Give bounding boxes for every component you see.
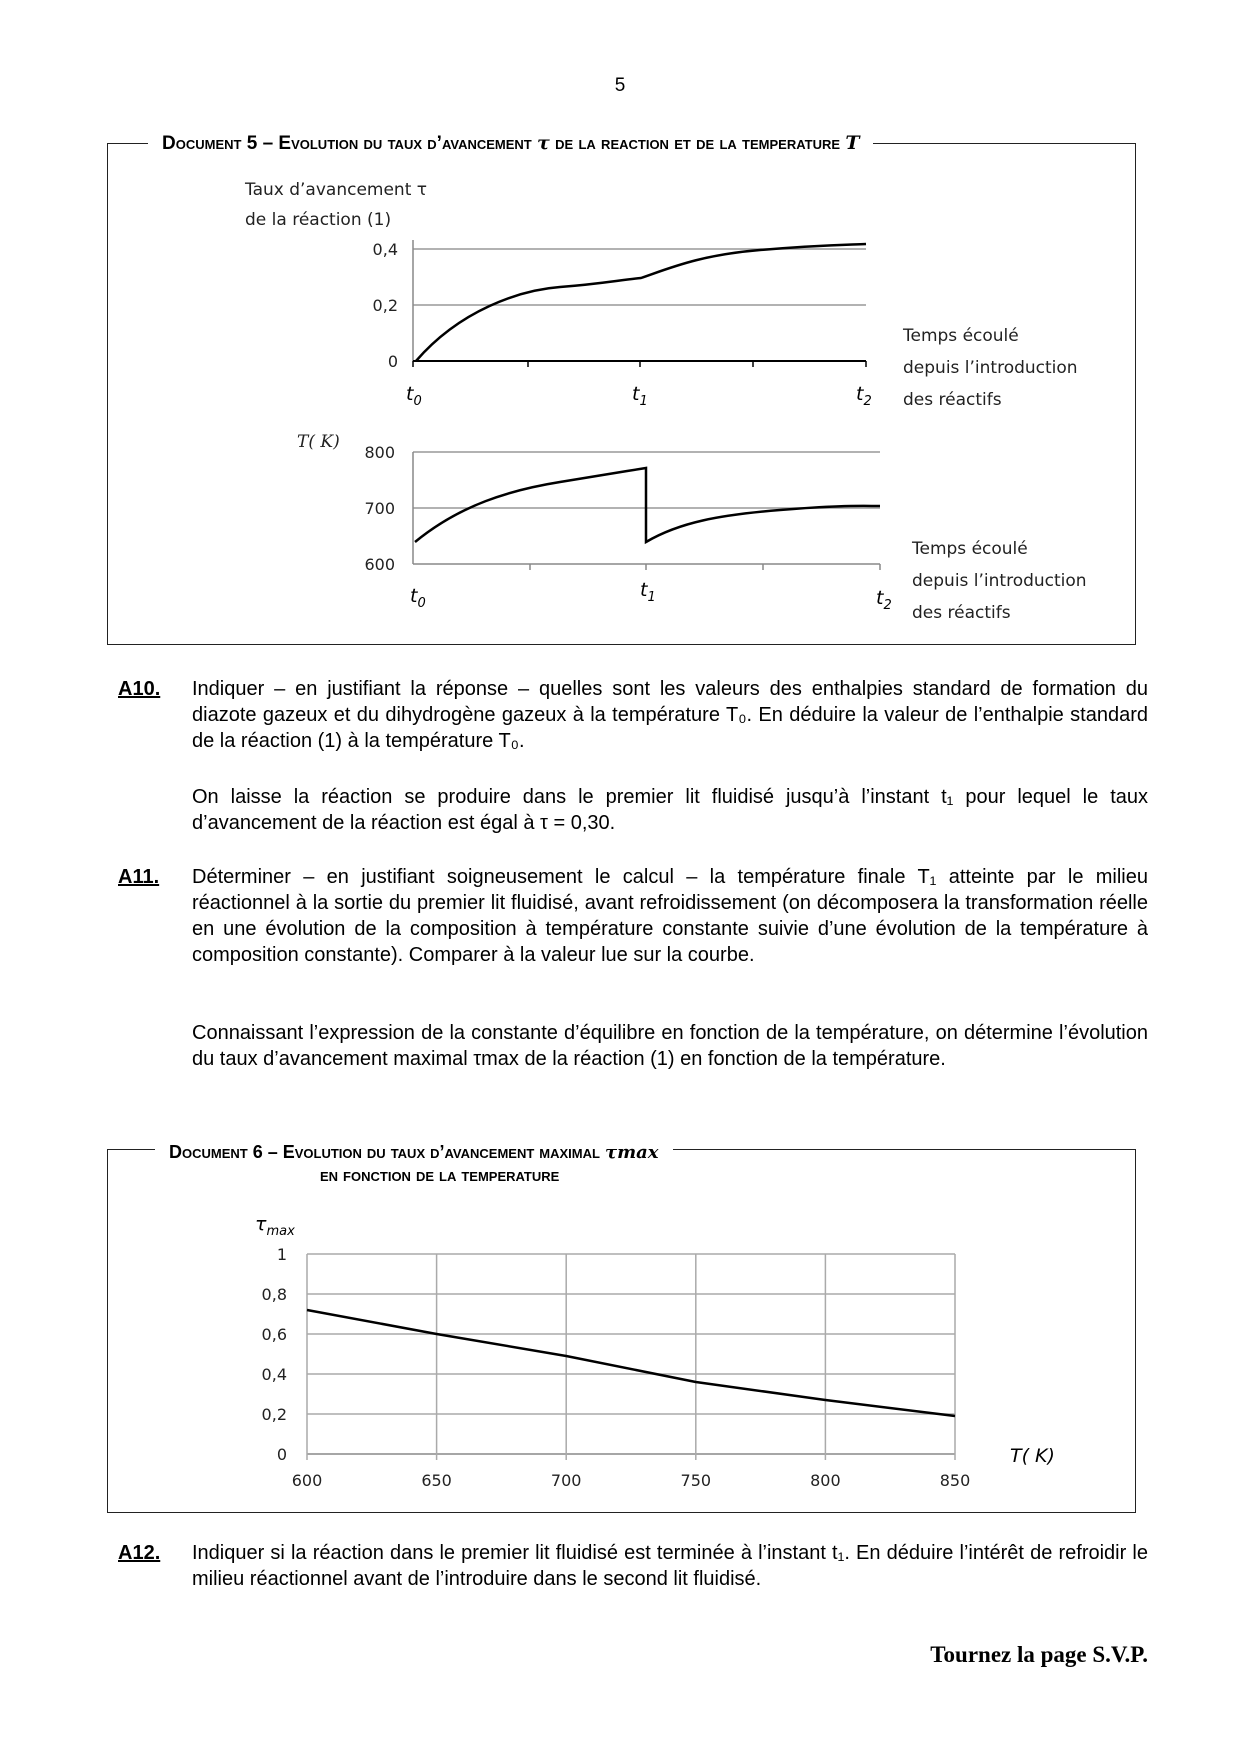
footer-turn-page: Tournez la page S.V.P.: [930, 1642, 1148, 1667]
chart2-ytick-600: 600: [364, 555, 395, 574]
document-6-title-line2: en fonction de la temperature: [320, 1165, 560, 1185]
chart1-xtick-label-t2: $t_2$: [856, 383, 872, 409]
chart3-ylabel: $\tau_{max}$: [255, 1213, 295, 1239]
chart2-ytick-700: 700: [364, 499, 395, 518]
question-a10-text: Indiquer – en justifiant la réponse – quelles sont les valeurs des enthalpies standard de formation du diazote gazeux et du dihydrogène gazeux à la température T₀. En déduire la valeur de l’enthalpie standard de la réaction (1) à la température T₀.: [192, 678, 1148, 752]
document-5-title-prefix: Document 5 – Evolution du taux d’avancement: [162, 133, 532, 154]
doc5-charts: [0, 0, 1240, 700]
question-a10-number: A10.: [118, 678, 161, 700]
question-a11-text: Déterminer – en justifiant soigneusement le calcul – la température finale T₁ atteinte par le milieu réactionnel à la sortie du premier lit fluidisé, avant refroidissement (on décomposera la transformation réelle en une évolution de la composition à température constante suivie d’une évolution de la température à composition constante). Comparer à la valeur lue sur la courbe.: [192, 866, 1148, 966]
chart1-xlabel-line1: Temps écoulé: [903, 326, 1019, 346]
chart3-xtick-label: 700: [550, 1471, 582, 1490]
document-5-title-t: T: [845, 132, 860, 154]
chart2: [364, 443, 891, 613]
document-5-title-tau: τ: [537, 132, 550, 154]
chart3: [255, 1213, 1055, 1490]
chart3-ytick-label: 0,8: [261, 1285, 287, 1304]
chart3-taumax-line: [307, 1310, 955, 1416]
chart3-xtick-label: 850: [939, 1471, 971, 1490]
chart2-ytick-800: 800: [364, 443, 395, 462]
document-5-title-mid: de la reaction et de la temperature: [555, 133, 841, 154]
chart3-xtick-label: 600: [291, 1471, 323, 1490]
question-a12-number: A12.: [118, 1542, 161, 1564]
chart1-ytick-04: 0,4: [372, 240, 398, 259]
chart2-xtick-label-t0: $t_0$: [410, 585, 426, 611]
chart1-ylabel-line2: de la réaction (1): [245, 210, 392, 230]
chart2-temperature-curve: [415, 468, 880, 542]
chart2-xlabel-line1: Temps écoulé: [912, 539, 1028, 559]
question-a12: [118, 1540, 1148, 1592]
chart1-ylabel-line1: Taux d’avancement τ: [245, 180, 427, 200]
chart1-tau-curve: [416, 244, 866, 361]
chart3-ytick-label: 1: [276, 1245, 287, 1264]
chart2-xtick-label-t1: $t_1$: [640, 579, 656, 605]
chart1: [373, 240, 872, 409]
chart3-ytick-label: 0,4: [261, 1365, 287, 1384]
chart1-ytick-02: 0,2: [372, 296, 398, 315]
document-6-title-line1: Document 6 – Evolution du taux d’avancement maximal: [169, 1142, 600, 1162]
chart3-ytick-label: 0,6: [261, 1325, 287, 1344]
question-a12-text: Indiquer si la réaction dans le premier lit fluidisé est terminée à l’instant t₁. En déduire l’intérêt de refroidir le milieu réactionnel avant de l’introduire dans le second lit fluidisé.: [192, 1542, 1148, 1590]
chart3-ytick-label: 0: [276, 1445, 287, 1464]
paragraph-2: Connaissant l’expression de la constante d’équilibre en fonction de la température, on détermine l’évolution du taux d’avancement maximal τmax de la réaction (1) en fonction de la température.: [192, 1022, 1148, 1070]
question-a11: [118, 864, 1148, 968]
chart1-xlabel-line2: depuis l’introduction: [903, 358, 1078, 378]
chart3-xtick-label: 750: [680, 1471, 712, 1490]
chart2-xlabel-line2: depuis l’introduction: [912, 571, 1087, 591]
page-number: 5: [614, 75, 626, 96]
chart3-xlabel: T( K): [1010, 1445, 1055, 1467]
document-6-title: [155, 1139, 673, 1166]
chart2-xlabel-line3: des réactifs: [912, 603, 1011, 623]
chart1-xtick-label-t1: $t_1$: [632, 383, 648, 409]
chart3-xtick-label: 650: [421, 1471, 452, 1490]
chart1-xlabel-line3: des réactifs: [903, 390, 1002, 410]
document-6-title-taumax: τmax: [604, 1142, 659, 1163]
chart1-ytick-0: 0: [387, 352, 398, 371]
chart3-ytick-label: 0,2: [261, 1405, 287, 1424]
question-a11-number: A11.: [118, 866, 160, 888]
chart2-xtick-label-t2: $t_2$: [876, 587, 892, 613]
question-a10: [118, 676, 1148, 754]
chart2-ylabel: T( K): [297, 432, 340, 452]
chart3-xtick-label: 800: [810, 1471, 841, 1490]
paragraph-1: On laisse la réaction se produire dans le premier lit fluidisé jusqu’à l’instant t₁ pour lequel le taux d’avancement de la réaction est égal à τ = 0,30.: [192, 786, 1148, 834]
chart1-xtick-label-t0: $t_0$: [406, 383, 422, 409]
